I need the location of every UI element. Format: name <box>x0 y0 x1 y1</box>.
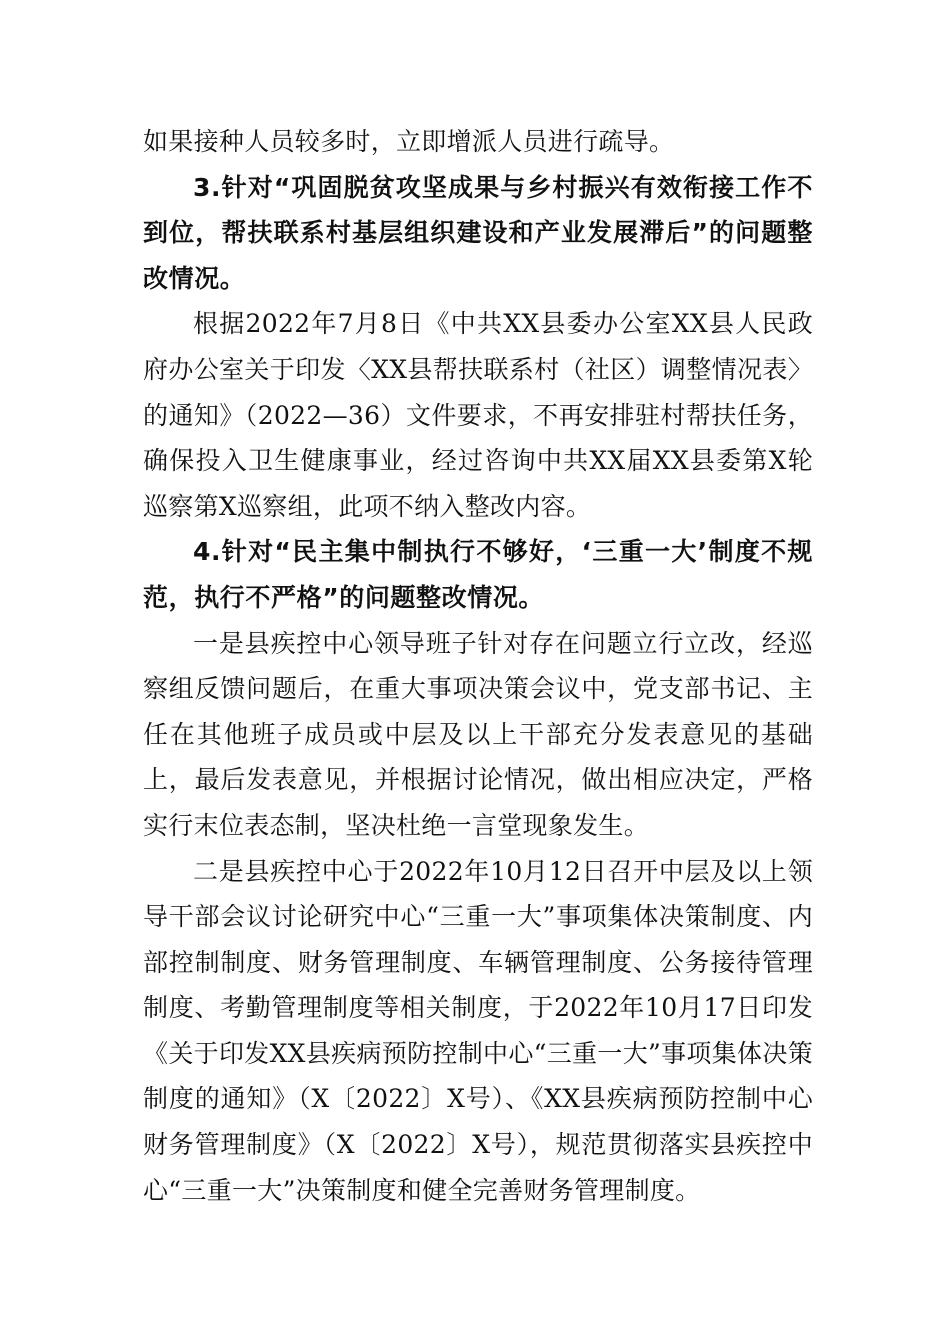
paragraph-notice-reference: 根据2022年7月8日《中共XX县委办公室XX县人民政府办公室关于印发〈XX县帮扶联系村（社区）调整情况表〉的通知》（2022—36）文件要求，不再安排驻村帮扶任务，确保投入卫生健康事业，经过咨询中共XX届XX县委第X轮巡察第X巡察组，此项不纳入整改内容。 <box>143 309 813 521</box>
paragraph-continuation: 如果接种人员较多时，立即增派人员进行疏导。 <box>143 127 675 156</box>
paragraph-measure-one: 一是县疾控中心领导班子针对存在问题立行立改，经巡察组反馈问题后，在重大事项决策会议中，党支部书记、主任在其他班子成员或中层及以上干部充分发表意见的基础上，最后发表意见，并根据讨论情况，做出相应决定，严格实行末位表态制，坚决杜绝一言堂现象发生。 <box>143 628 813 840</box>
document-body <box>143 119 813 1213</box>
paragraph-measure-two: 二是县疾控中心于2022年10月12日召开中层及以上领导干部会议讨论研究中心“三重一大”事项集体决策制度、内部控制制度、财务管理制度、车辆管理制度、公务接待管理制度、考勤管理制度等相关制度，于2022年10月17日印发《关于印发XX县疾病预防控制中心“三重一大”事项集体决策制度的通知》（X〔2022〕X号）、《XX县疾病预防控制中心财务管理制度》（X〔2022〕X号），规范贯彻落实县疾控中心“三重一大”决策制度和健全完善财务管理制度。 <box>143 856 813 1205</box>
section-heading-3: 3.针对“巩固脱贫攻坚成果与乡村振兴有效衔接工作不到位，帮扶联系村基层组织建设和产业发展滞后”的问题整改情况。 <box>143 172 813 293</box>
section-heading-4: 4.针对“民主集中制执行不够好，‘三重一大’制度不规范，执行不严格”的问题整改情况。 <box>143 537 813 612</box>
